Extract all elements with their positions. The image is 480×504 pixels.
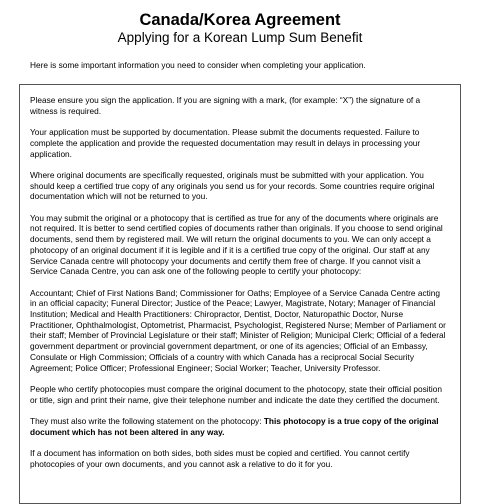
paragraph-signature: Please ensure you sign the application. If you are signing with a mark, (for example: “X”) the signature of a witness is required. — [30, 95, 421, 116]
statement-bold: This photocopy is a true copy of the original document which has not been altered in any way. — [30, 416, 439, 437]
paragraph-statement — [30, 416, 446, 437]
instructions-body — [30, 95, 446, 480]
page-title: Canada/Korea Agreement — [139, 11, 341, 29]
paragraph-originals: Where original documents are specifically requested, originals must be submitted with your application. You should keep a certified true copy of any originals you send us for your records. Some countries require original documentation which will not be returned to you. — [30, 169, 435, 202]
paragraph-certification-steps: People who certify photocopies must compare the original document to the photocopy, state their official position or title, sign and print their name, give their telephone number and indicate the date they certified the document. — [30, 383, 443, 405]
paragraph-both-sides: If a document has information on both sides, both sides must be copied and certified. You cannot certify photocopies of your own documents, and you cannot ask a relative to do it for you. — [30, 448, 410, 469]
paragraph-certifiers-list: Accountant; Chief of First Nations Band; Commissioner for Oaths; Employee of a Service Canada Centre acting in an official capacity; Funeral Director; Justice of the Peace; Lawyer, Magistrate, Notary; Manager of Financial Institution; Medical and Health Practitioners: Chiropractor, Dentist, Doctor, Naturopathic Doctor, Nurse Practitioner, Ophthalmologist, Optometrist, Pharmacist, Psychologist, Registered Nurse; Member of Parliament or their staff; Member of Provincial Legislature or their staff; Minister of Religion; Municipal Clerk; Official of a federal government department or provincial government department, or one of its agencies; Official of an Embassy, Consulate or High Commission; Officials of a country with which Canada has a reciprocal Social Security Agreement; Police Officer; Professional Engineer; Social Worker; Teacher, University Professor. — [30, 287, 446, 373]
paragraph-photocopies: You may submit the original or a photocopy that is certified as true for any of the documents where originals are not required. It is better to send certified copies of documents rather than originals. If you choose to send original documents, send them by registered mail. We will return the original documents to you. We can only accept a photocopy of an original document if it is legible and if it is a certified true copy of the original. Our staff at any Service Canada centre will photocopy your documents and certify them free of charge. If you cannot visit a Service Canada Centre, you can ask one of the following people to certify your photocopy: — [30, 212, 443, 277]
statement-lead: They must also write the following statement on the photocopy: — [30, 416, 264, 426]
paragraph-documentation: Your application must be supported by documentation. Please submit the documents requested. Failure to complete the application and provide the requested documentation may result in delays in processing your application. — [30, 127, 421, 159]
intro-text: Here is some important information you need to consider when completing your application. — [30, 60, 366, 70]
page-subtitle: Applying for a Korean Lump Sum Benefit — [117, 30, 363, 45]
